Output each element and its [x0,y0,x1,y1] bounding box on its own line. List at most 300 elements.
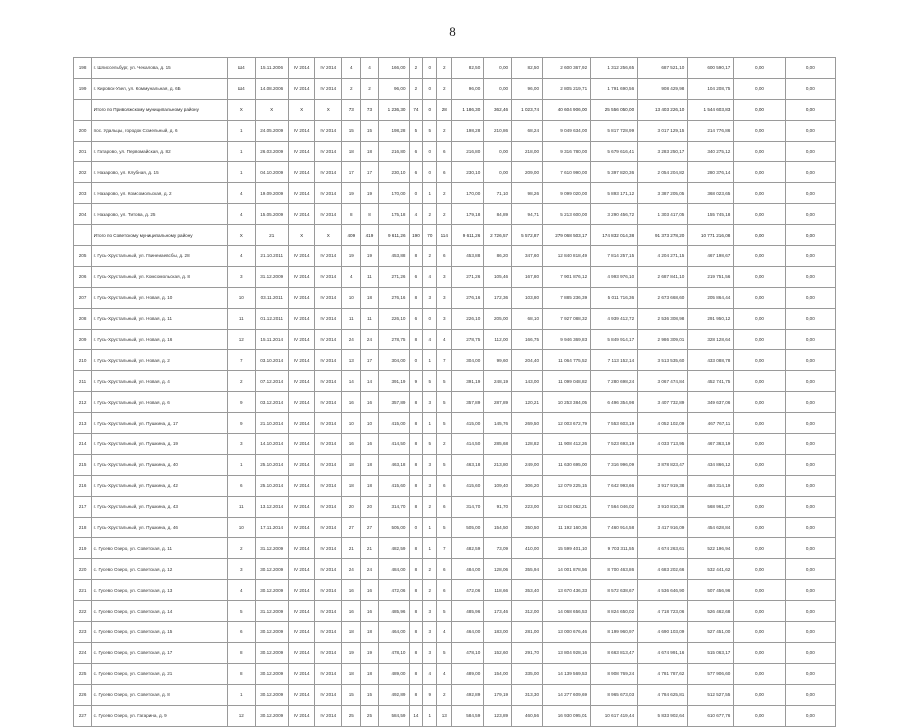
table-cell: 1 236,30 [378,99,409,120]
table-cell: IV 2014 [315,454,342,475]
table-cell: 1 [423,538,437,559]
table-cell: 24 [342,559,361,580]
table-cell: 5 [423,371,437,392]
table-cell: 230,10 [452,162,484,183]
table-cell: 419 [361,225,378,246]
table-cell: 463,18 [378,454,409,475]
table-cell: 5 011 716,36 [591,287,638,308]
table-cell: 285,68 [484,434,512,455]
table-cell: 0,00 [785,475,835,496]
table-cell: IV 2014 [288,413,315,434]
table-cell: 7 927 088,32 [543,308,591,329]
table-cell: 464,00 [452,622,484,643]
table-cell: 18 [342,622,361,643]
table-cell: 6 [227,622,255,643]
table-cell: IV 2014 [288,496,315,517]
table-cell: 349 637,06 [688,392,734,413]
table-cell: 335,00 [512,663,543,684]
table-cell: 8 663 813,47 [591,642,638,663]
table-cell: 18 [342,475,361,496]
table-cell: 5 833 902,64 [638,705,688,726]
table-cell: 0,00 [785,183,835,204]
table-cell: 0,00 [734,266,785,287]
table-cell: 21 [255,225,288,246]
table-cell: 485,96 [378,601,409,622]
table-cell: 5 679 616,41 [591,141,638,162]
table-cell: 12 840 818,49 [543,246,591,267]
table-cell: 8 [409,392,423,413]
address-cell: с. Гусево Озеро, ул. Советская, д. 11 [92,538,228,559]
table-cell: 2 [423,580,437,601]
table-cell: 478,10 [452,642,484,663]
table-cell: 20 [342,496,361,517]
table-cell: 205 864,44 [688,287,734,308]
table-cell: 15.11.2006 [255,58,288,79]
table-cell: 4 [423,266,437,287]
table-cell: 1 [227,684,255,705]
table-cell: 166,00 [378,58,409,79]
table-cell: 908 429,98 [638,78,688,99]
table-cell: 11 [342,308,361,329]
table-cell: 11 [227,308,255,329]
table-cell: 10 [342,413,361,434]
table-row [74,58,836,79]
table-cell: 03.12.2014 [255,392,288,413]
table-cell: 4 [437,329,452,350]
table-cell: 313,30 [512,684,543,705]
table-cell: 9 [423,684,437,705]
table-cell: 3 017 129,15 [638,120,688,141]
table-cell: 9 611,26 [378,225,409,246]
table-cell: 355,94 [512,559,543,580]
table-cell: 8 199 960,97 [591,622,638,643]
table-cell: 2 600 367,92 [543,58,591,79]
table-cell: 526 462,68 [688,601,734,622]
table-cell: 9 703 311,55 [591,538,638,559]
table-cell: 6 [437,496,452,517]
table-cell: 19 [342,183,361,204]
table-cell: 0,00 [734,204,785,225]
table-cell: IV 2014 [288,162,315,183]
table-cell: 0 [409,183,423,204]
table-cell: Ш4 [227,78,255,99]
table-cell: 2 687 841,10 [638,266,688,287]
table-cell: 8 [409,622,423,643]
table-cell: IV 2014 [288,517,315,538]
table-row [74,162,836,183]
table-cell: 0,00 [484,58,512,79]
table-cell: 2 [423,204,437,225]
table-cell: 109,40 [484,475,512,496]
table-row [74,183,836,204]
table-cell: 4 [227,580,255,601]
table-cell: 1 023,74 [512,99,543,120]
table-cell: 8 [409,434,423,455]
table-cell: 0,00 [734,371,785,392]
address-cell: г. Гусь-Хрустальный, ул. Пушкина, д. 19 [92,434,228,455]
table-cell: 0,00 [785,204,835,225]
table-cell: 0,00 [785,162,835,183]
table-row [74,287,836,308]
table-cell: 1 [227,120,255,141]
table-cell: 1 312 256,65 [591,58,638,79]
table-cell: 353,40 [512,580,543,601]
table-cell: 209 [74,329,92,350]
table-cell: 30.12.2009 [255,559,288,580]
table-cell: 0,00 [785,705,835,726]
table-row [74,413,836,434]
table-cell: 0 [423,99,437,120]
table-cell: 0,00 [734,78,785,99]
table-cell: IV 2014 [288,601,315,622]
table-cell: 5 893 171,12 [591,183,638,204]
table-cell: 415,60 [378,475,409,496]
table-row [74,538,836,559]
table-cell: 7 [437,350,452,371]
table-cell: 216,80 [378,141,409,162]
table-cell: 16 [342,601,361,622]
table-cell: 0 [423,58,437,79]
table-cell: 0,00 [734,559,785,580]
table-cell: 68,10 [512,308,543,329]
address-cell: пос. Удальцы, городок Ссмельный, д. 6 [92,120,228,141]
table-cell: 0,00 [785,246,835,267]
table-cell: 9 049 634,00 [543,120,591,141]
table-cell: 15 599 401,10 [543,538,591,559]
table-cell: 167,80 [512,266,543,287]
table-cell: 484 314,19 [688,475,734,496]
table-cell: 248,19 [484,371,512,392]
table-cell: 8 [409,559,423,580]
table-cell: 11 192 160,36 [543,517,591,538]
table-cell: 16 [361,601,378,622]
table-cell: 3 [423,287,437,308]
table-cell: IV 2014 [288,684,315,705]
table-cell: 13 403 226,10 [638,99,688,120]
table-cell: 410,00 [512,538,543,559]
table-cell: 8 [409,684,423,705]
table-cell: 0 [409,350,423,371]
table-cell: 391,19 [378,371,409,392]
table-cell: 5 [227,601,255,622]
table-cell: IV 2014 [288,559,315,580]
table-cell: 0,00 [734,141,785,162]
table-cell: 15.05.2009 [255,204,288,225]
table-cell: 3 910 810,38 [638,496,688,517]
table-cell: 4 718 723,06 [638,601,688,622]
table-cell: 198,28 [378,120,409,141]
table-cell: 2 [437,58,452,79]
table-cell: 19 [342,642,361,663]
table-cell: 103,80 [512,287,543,308]
table-cell: 281,00 [512,622,543,643]
table-cell: 0,00 [734,329,785,350]
table-cell: 478,10 [378,642,409,663]
table-cell: 279 068 503,17 [543,225,591,246]
table-cell: 170,00 [378,183,409,204]
table-cell: 222 [74,601,92,622]
table-cell: 2 [423,496,437,517]
table-cell: 13.12.2014 [255,496,288,517]
table-cell: 2 [423,559,437,580]
table-cell: 0,00 [785,454,835,475]
address-cell: Итого по Приволжскому муниципальному району [92,99,228,120]
table-cell: 453,88 [378,246,409,267]
address-cell: г. Гусь-Хрустальный, ул. Пушкина, д. 46 [92,517,228,538]
table-cell: 2 [227,538,255,559]
table-cell: 13 [437,705,452,726]
table-cell: 199 [74,78,92,99]
table-cell: 152,60 [484,642,512,663]
table-cell: 291,70 [512,642,543,663]
table-cell: 5 [437,413,452,434]
table-cell: 291 950,12 [688,308,734,329]
table-cell: X [315,99,342,120]
table-cell: 204 [74,204,92,225]
table-cell: 19 [361,642,378,663]
table-cell: 0,00 [785,141,835,162]
table-cell: 12 043 062,21 [543,496,591,517]
table-cell: 20 [361,496,378,517]
table-cell: 4 [227,183,255,204]
table-cell: 128,82 [512,434,543,455]
table-cell: 25 556 050,00 [591,99,638,120]
table-cell: 8 [409,454,423,475]
table-cell: 271,26 [378,266,409,287]
table-cell: IV 2014 [315,663,342,684]
table-cell: 218 [74,517,92,538]
address-cell: Итого по Советскому муниципальному району [92,225,228,246]
table-cell: 11 064 775,52 [543,350,591,371]
table-cell: 4 [342,266,361,287]
table-cell: 16 [361,580,378,601]
table-row [74,622,836,643]
table-cell: 5 [437,392,452,413]
table-cell: 347,60 [512,246,543,267]
table-cell: 71,10 [484,183,512,204]
table-cell: 0,00 [785,225,835,246]
table-cell: 276,16 [452,287,484,308]
table-cell: 278,75 [378,329,409,350]
table-cell: 0,00 [734,705,785,726]
table-cell: 0,00 [734,58,785,79]
table-cell: 415,00 [452,413,484,434]
table-cell: 16 [342,580,361,601]
table-cell: IV 2014 [288,204,315,225]
table-cell: 1 [423,413,437,434]
table-cell: IV 2014 [288,350,315,371]
table-cell: 687 521,10 [638,58,688,79]
table-cell: 14 [361,371,378,392]
table-cell: 26.03.2009 [255,141,288,162]
table-cell: 3 [423,454,437,475]
table-cell: 249,00 [512,454,543,475]
table-cell: 482,59 [378,538,409,559]
table-cell: 8 [409,246,423,267]
table-cell: 11 [227,496,255,517]
table-cell: 7 460 914,58 [591,517,638,538]
table-cell: 276,16 [378,287,409,308]
address-cell: г. Шлиссельбург, ул. Чекалова, д. 15 [92,58,228,79]
table-cell: IV 2014 [288,329,315,350]
table-cell: 8 [409,329,423,350]
table-cell: 278,75 [452,329,484,350]
table-cell: 84,89 [484,204,512,225]
table-row [74,580,836,601]
table-cell: 214 [74,434,92,455]
table-cell: 9 [409,371,423,392]
table-cell: 24 [361,559,378,580]
table-cell: IV 2014 [315,120,342,141]
table-cell: 8 [409,663,423,684]
table-cell: 460,56 [512,705,543,726]
table-cell: 30.12.2009 [255,580,288,601]
table-cell: 2 726,57 [484,225,512,246]
table-cell: 0,00 [734,183,785,204]
table-cell: 04.10.2009 [255,162,288,183]
table-cell: 226,10 [378,308,409,329]
table-cell: X [315,225,342,246]
table-cell: 8 [409,601,423,622]
table-cell: 6 [227,475,255,496]
table-cell: IV 2014 [288,392,315,413]
table-cell: 10 617 419,44 [591,705,638,726]
table-cell: 0,00 [734,350,785,371]
table-cell: 11 [361,308,378,329]
table-row [74,120,836,141]
table-row [74,517,836,538]
table-cell: 0,00 [484,141,512,162]
address-cell: г. Гусь-Хрустальный, ул. Новая, д. 10 [92,287,228,308]
table-cell: 0,00 [734,120,785,141]
table-cell: 568 961,27 [688,496,734,517]
table-cell: X [227,225,255,246]
table-cell: 492,89 [378,684,409,705]
table-cell: 357,89 [452,392,484,413]
table-row [74,642,836,663]
table-cell: 207 [74,287,92,308]
table-cell: 215 [74,454,92,475]
table-cell: 0 [423,162,437,183]
table-cell: 13 670 436,33 [543,580,591,601]
table-cell: 105,46 [484,266,512,287]
table-cell: IV 2014 [315,580,342,601]
address-cell: г. Гусь-Хрустальный, ул. Пушкина, д. 17 [92,413,228,434]
table-cell: 206 [74,266,92,287]
address-cell: с. Гусево Озеро, ул. Гагарина, д. 9 [92,705,228,726]
table-cell: 2 [227,371,255,392]
table-cell: 472,06 [378,580,409,601]
table-cell: 96,00 [512,78,543,99]
table-cell: IV 2014 [315,329,342,350]
table-cell: 314,70 [378,496,409,517]
table-cell: IV 2014 [315,183,342,204]
table-cell: 0,00 [484,162,512,183]
table-cell: 532 441,62 [688,559,734,580]
table-cell: 211 [74,371,92,392]
table-cell: 4 674 263,61 [638,538,688,559]
table-cell: 0 [423,78,437,99]
table-cell: 5 849 914,17 [591,329,638,350]
table-cell: 6 496 354,98 [591,392,638,413]
table-cell: 14 139 569,53 [543,663,591,684]
table-cell: 68,24 [512,120,543,141]
table-cell: 219 [74,538,92,559]
table-cell: 226 [74,684,92,705]
table-cell: 24 [361,329,378,350]
table-cell: 3 513 535,60 [638,350,688,371]
table-cell: 9 946 369,83 [543,329,591,350]
table-cell: 484,00 [378,559,409,580]
table-cell: 18 [361,141,378,162]
subtotal-row [74,225,836,246]
table-cell: 19 [342,246,361,267]
table-cell: IV 2014 [315,642,342,663]
table-cell: 6 [409,266,423,287]
table-cell: 11 630 695,00 [543,454,591,475]
table-cell: 213 [74,413,92,434]
table-cell: 0 [423,308,437,329]
table-cell: 8 572 638,67 [591,580,638,601]
table-cell: 30.12.2009 [255,622,288,643]
table-cell: 512 527,55 [688,684,734,705]
table-cell: 13 804 928,16 [543,642,591,663]
table-cell: IV 2014 [315,141,342,162]
table-cell: 6 [437,475,452,496]
table-cell: 03.10.2014 [255,350,288,371]
table-cell: 0,00 [785,392,835,413]
table-cell: 0,00 [734,601,785,622]
table-row [74,559,836,580]
address-cell: г. Гусь-Хрустальный, ул. Комсомольская, д. 8 [92,266,228,287]
table-cell: 203 [74,183,92,204]
table-cell: IV 2014 [315,434,342,455]
table-cell: 7 [227,350,255,371]
table-cell: 464,00 [378,622,409,643]
table-cell: IV 2014 [288,308,315,329]
table-row [74,434,836,455]
table-cell: 2 [409,78,423,99]
table-cell: 489,00 [452,663,484,684]
table-cell: 4 052 102,09 [638,413,688,434]
address-cell: с. Гусево Озеро, ул. Советская, д. 12 [92,559,228,580]
table-cell: 25.10.2014 [255,475,288,496]
table-cell: 213,80 [484,454,512,475]
table-row [74,141,836,162]
table-cell: 7 280 698,24 [591,371,638,392]
table-cell: 221 [74,580,92,601]
table-cell: 07.12.2014 [255,371,288,392]
table-cell: 28 [437,99,452,120]
table-cell: 2 536 308,98 [638,308,688,329]
table-cell: 99,60 [484,350,512,371]
table-cell: 227 [74,705,92,726]
table-cell: 3 [423,622,437,643]
table-cell: X [255,99,288,120]
table-cell: 7 610 990,00 [543,162,591,183]
table-cell: 2 [437,204,452,225]
table-cell: 3 [437,266,452,287]
table-cell: 31.12.2009 [255,266,288,287]
table-cell: 5 [437,517,452,538]
table-cell: 8 [409,475,423,496]
table-cell: 0,00 [734,413,785,434]
table-cell: 15 [342,120,361,141]
table-cell: 2 [437,183,452,204]
table-cell: 220 [74,559,92,580]
table-cell: 0,00 [734,162,785,183]
table-cell: 3 407 732,89 [638,392,688,413]
